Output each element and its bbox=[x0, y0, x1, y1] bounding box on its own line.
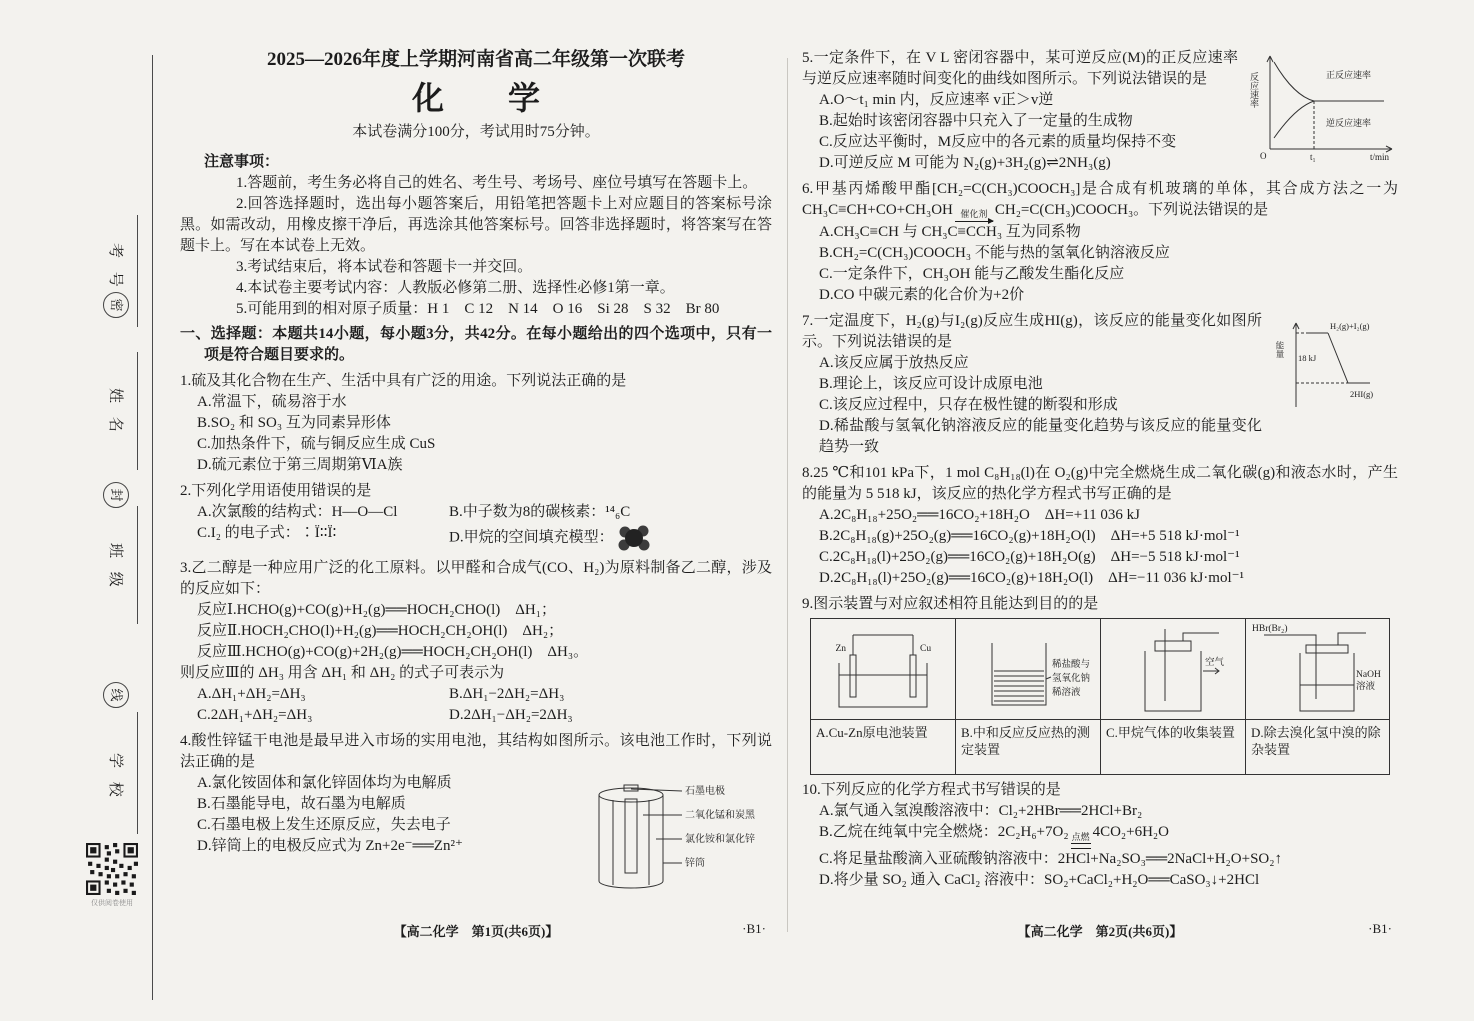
apparatus-cell-d bbox=[1245, 619, 1390, 774]
battery-label: 二氧化锰和炭黑 bbox=[685, 810, 755, 821]
question-stem: 3.乙二醇是一种应用广泛的化工原料。以甲醛和合成气(CO、H₂)为原料制备乙二醇，涉及的反应如下： bbox=[180, 560, 772, 597]
option-row bbox=[197, 705, 772, 726]
gas-label: HBr(Br₂) bbox=[1252, 624, 1288, 634]
page-1-footer bbox=[180, 921, 772, 940]
apparatus-image bbox=[811, 619, 955, 720]
writing-line bbox=[137, 352, 138, 470]
option-row bbox=[197, 502, 772, 523]
question-3 bbox=[180, 558, 772, 726]
qr-caption: 仅供阅卷使用 bbox=[91, 899, 133, 907]
option: A.CH₃C≡CH 与 CH₃C≡CCH₃ 互为同系物 bbox=[819, 224, 1081, 240]
option: C.2C₈H₁₈(l)+25O₂(g)══16CO₂(g)+18H₂O(g) ΔH=−5 518 kJ·mol⁻¹ bbox=[819, 549, 1240, 565]
rate-time-graph bbox=[1246, 46, 1398, 166]
energy-gap-label: 18 kJ bbox=[1298, 353, 1317, 363]
solution-label: NaOH bbox=[1356, 670, 1381, 680]
question-7 bbox=[802, 311, 1398, 458]
exam-title: 2025—2026年度上学期河南省高二年级第一次联考 bbox=[266, 49, 685, 70]
reaction-equation: 反应Ⅰ.HCHO(g)+CO(g)+H₂(g)══HOCH₂CHO(l) ΔH₁； bbox=[197, 602, 556, 618]
solution-label: 稀盐酸与 bbox=[1052, 660, 1091, 670]
apparatus-image bbox=[956, 619, 1100, 720]
question-stem: 8.25 ℃和101 kPa下，1 mol C₈H₁₈(l)在 O₂(g)中完全燃烧生成二氧化碳(g)和液态水时，产生的能量为 5 518 kJ，该反应的热化学方程式书写正确的是 bbox=[802, 465, 1398, 502]
margin-field-school: 学 校 bbox=[107, 753, 123, 802]
apparatus-cell-b bbox=[955, 619, 1100, 774]
option: A.2C₈H₁₈+25O₂══16CO₂+18H₂O ΔH=+11 036 kJ bbox=[819, 507, 1140, 523]
electrode-label: Cu bbox=[920, 644, 932, 654]
margin-field-exam-number: 考 号 bbox=[107, 243, 123, 292]
reactants-label: H₂(g)+I₂(g) bbox=[1330, 321, 1370, 331]
question-5 bbox=[802, 48, 1398, 174]
reverse-rate-label: 逆反应速率 bbox=[1326, 118, 1372, 128]
option: B.石墨能导电，故石墨为电解质 bbox=[197, 796, 406, 812]
option: A.次氯酸的结构式：H—O—Cl bbox=[197, 504, 398, 520]
apparatus-image bbox=[1246, 619, 1390, 720]
notice-item: 1.答题前，考生务必将自己的姓名、考生号、考场号、座位号填写在答题卡上。 bbox=[236, 175, 758, 191]
notice-item: 2.回答选择题时，选出每小题答案后，用铅笔把答题卡上对应题目的答案标号涂黑。如需改动，用橡皮擦干净后，再选涂其他答案标号。回答非选择题时，将答案写在答题卡上。写在本试卷上无效。 bbox=[180, 196, 772, 254]
option-text: 4CO₂+6H₂O bbox=[1092, 824, 1169, 840]
seal-char-feng: 封 bbox=[103, 482, 129, 508]
question-8 bbox=[802, 463, 1398, 589]
option: D.锌筒上的电极反应式为 Zn+2e⁻══Zn²⁺ bbox=[197, 838, 463, 854]
option: B.SO₂ 和 SO₃ 互为同素异形体 bbox=[197, 415, 391, 431]
reaction-arrow bbox=[955, 221, 993, 222]
page-fold-line bbox=[787, 58, 788, 932]
apparatus-caption: B.中和反应反应热的测定装置 bbox=[961, 725, 1090, 757]
question-stem bbox=[802, 179, 1398, 222]
option: A.O～t₁ min 内，反应速率 v正＞v逆 bbox=[819, 92, 1054, 108]
question-1 bbox=[180, 371, 772, 476]
energy-ylabel: 能量 bbox=[1275, 341, 1285, 358]
notice-item: 5.可能用到的相对原子质量：H 1 C 12 N 14 O 16 Si 28 S 32 Br 80 bbox=[236, 301, 720, 317]
paper-code: ·B1· bbox=[1368, 921, 1392, 936]
question-6 bbox=[802, 179, 1398, 306]
option: D.将少量 SO₂ 通入 CaCl₂ 溶液中：SO₂+CaCl₂+H₂O══CaSO₃↓+2HCl bbox=[819, 872, 1260, 888]
notice-title: 注意事项： bbox=[204, 154, 280, 170]
solution-label: 溶液 bbox=[1356, 682, 1376, 692]
qr-code-image bbox=[86, 843, 138, 895]
option: A.该反应属于放热反应 bbox=[819, 355, 969, 371]
apparatus-cell-a bbox=[811, 619, 955, 774]
apparatus-caption: D.除去溴化氢中溴的除杂装置 bbox=[1251, 725, 1381, 757]
origin-label: O bbox=[1260, 151, 1267, 161]
seal-line-border bbox=[152, 55, 153, 1000]
option: B.ΔH₁−2ΔH₂=ΔH₃ bbox=[449, 686, 565, 702]
apparatus-caption: C.甲烷气体的收集装置 bbox=[1106, 725, 1235, 740]
option: B.CH₂=C(CH₃)COOCH₃ 不能与热的氢氧化钠溶液反应 bbox=[819, 245, 1170, 261]
section-header: 一、选择题：本题共14小题，每小题3分，共42分。在每小题给出的四个选项中，只有一项是符合题目要求的。 bbox=[180, 326, 772, 363]
gas-collection-diagram bbox=[1103, 621, 1243, 717]
option-row bbox=[197, 523, 772, 553]
calorimeter-diagram bbox=[958, 621, 1098, 717]
solution-label: 稀溶液 bbox=[1052, 688, 1081, 698]
question-stem: 1.硫及其化合物在生产、生活中具有广泛的用途。下列说法正确的是 bbox=[180, 373, 627, 389]
stem-text: 6.甲基丙烯酸甲酯[CH₂=C(CH₃)COOCH₃]是合成有机玻璃的单体，其合成方法之一为CH₃C≡CH+CO+CH₃OH bbox=[802, 181, 1398, 218]
option: D.稀盐酸与氢氧化钠溶液反应的能量变化趋势与该反应的能量变化趋势一致 bbox=[819, 418, 1262, 455]
exam-page-1 bbox=[180, 48, 772, 901]
margin-field-class: 班 级 bbox=[107, 543, 123, 592]
electrode-label: Zn bbox=[835, 644, 846, 654]
option: D.可逆反应 M 可能为 N₂(g)+3H₂(g)⇌2NH₃(g) bbox=[819, 155, 1111, 171]
graph-ylabel: 反应速率 bbox=[1249, 72, 1259, 108]
option: D.2ΔH₁−ΔH₂=2ΔH₃ bbox=[449, 707, 573, 723]
option: B.2C₈H₁₈(g)+25O₂(g)══16CO₂(g)+18H₂O(l) ΔH=+5 518 kJ·mol⁻¹ bbox=[819, 528, 1240, 544]
question-stem-2: 则反应Ⅲ的 ΔH₃ 用含 ΔH₁ 和 ΔH₂ 的式子可表示为 bbox=[180, 665, 505, 681]
condition-label: 催化剂 bbox=[960, 209, 988, 219]
option: C.反应达平衡时，M反应中的各元素的质量均保持不变 bbox=[819, 134, 1177, 150]
graph-xlabel: t/min bbox=[1370, 152, 1390, 162]
question-2 bbox=[180, 481, 772, 553]
battery-label: 氯化铵和氯化锌 bbox=[685, 834, 755, 845]
solution-label: 氢氧化钠 bbox=[1052, 674, 1091, 684]
question-stem: 10.下列反应的化学方程式书写错误的是 bbox=[802, 782, 1061, 798]
ignition-equals bbox=[1071, 832, 1091, 849]
writing-line bbox=[137, 215, 138, 327]
option: D.硫元素位于第三周期第ⅥA族 bbox=[197, 457, 403, 473]
option: A.氯气通入氢溴酸溶液中：Cl₂+2HBr══2HCl+Br₂ bbox=[819, 803, 1143, 819]
question-10 bbox=[802, 780, 1398, 891]
footer-text: 【高二化学 第1页(共6页)】 bbox=[393, 924, 559, 939]
gas-washing-bottle-diagram bbox=[1248, 621, 1388, 717]
cu-zn-cell-diagram bbox=[813, 621, 953, 717]
battery-label: 石墨电极 bbox=[685, 786, 725, 797]
air-label: 空气 bbox=[1205, 658, 1225, 668]
footer-text: 【高二化学 第2页(共6页)】 bbox=[1017, 924, 1183, 939]
question-stem: 5.一定条件下，在 V L 密闭容器中，某可逆反应(M)的正反应速率与逆反应速率随时间变化的曲线如图所示。下列说法错误的是 bbox=[802, 50, 1238, 87]
option: B.起始时该密闭容器中只充入了一定量的生成物 bbox=[819, 113, 1133, 129]
condition-label: 点燃 bbox=[1071, 832, 1090, 842]
option: D.2C₈H₁₈(l)+25O₂(g)══16CO₂(g)+18H₂O(l) ΔH=−11 036 kJ·mol⁻¹ bbox=[819, 570, 1245, 586]
notice-item: 4.本试卷主要考试内容：人教版必修第二册、选择性必修1第一章。 bbox=[236, 280, 675, 296]
option: C.一定条件下，CH₃OH 能与乙酸发生酯化反应 bbox=[819, 266, 1125, 282]
page-2-footer bbox=[802, 921, 1398, 940]
apparatus-image bbox=[1101, 619, 1245, 720]
option: B.理论上，该反应可设计成原电池 bbox=[819, 376, 1043, 392]
catalyst-arrow bbox=[955, 209, 993, 222]
forward-rate-label: 正反应速率 bbox=[1326, 70, 1372, 80]
subject-title: 化 学 bbox=[411, 80, 556, 116]
t1-tick-label: t₁ bbox=[1310, 152, 1316, 162]
methane-space-filling-model bbox=[617, 523, 651, 553]
question-stem: 4.酸性锌锰干电池是最早进入市场的实用电池，其结构如图所示。该电池工作时，下列说法正确的是 bbox=[180, 733, 772, 770]
margin-field-name: 姓 名 bbox=[107, 388, 123, 437]
exam-page-2 bbox=[802, 48, 1398, 891]
seal-char-xian: 线 bbox=[103, 682, 129, 708]
option: C.将足量盐酸滴入亚硫酸钠溶液中：2HCl+Na₂SO₃══2NaCl+H₂O+SO₂↑ bbox=[819, 851, 1282, 867]
writing-line bbox=[137, 712, 138, 834]
option: A.常温下，硫易溶于水 bbox=[197, 394, 347, 410]
option: A.氯化铵固体和氯化锌固体均为电解质 bbox=[197, 775, 452, 791]
apparatus-cell-c bbox=[1100, 619, 1245, 774]
stem-text: CH₂=C(CH₃)COOCH₃。下列说法错误的是 bbox=[994, 202, 1269, 218]
question-9 bbox=[802, 594, 1398, 775]
option: D.CO 中碳元素的化合价为+2价 bbox=[819, 287, 1025, 303]
question-stem: 2.下列化学用语使用错误的是 bbox=[180, 483, 372, 499]
option-text: D.甲烷的空间填充模型： bbox=[449, 529, 614, 546]
seal-char-mi: 密 bbox=[103, 292, 129, 318]
option bbox=[819, 822, 1398, 849]
notice-item: 3.考试结束后，将本试卷和答题卡一并交回。 bbox=[236, 259, 533, 275]
question-4-body bbox=[180, 773, 772, 869]
option-text: B.乙烷在纯氧中完全燃烧：2C₂H₆+7O₂ bbox=[819, 824, 1069, 840]
writing-line bbox=[137, 506, 138, 624]
option-row bbox=[197, 684, 772, 705]
reaction-equation: 反应Ⅲ.HCHO(g)+CO(g)+2H₂(g)══HOCH₂CH₂OH(l) ΔH₃。 bbox=[197, 644, 589, 660]
question-stem: 7.一定温度下，H₂(g)与I₂(g)反应生成HI(g)，该反应的能量变化如图所示。下列说法错误的是 bbox=[802, 313, 1262, 350]
exam-meta: 本试卷满分100分，考试用时75分钟。 bbox=[352, 124, 600, 140]
option: A.ΔH₁+ΔH₂=ΔH₃ bbox=[197, 686, 306, 702]
option: C.该反应过程中，只存在极性键的断裂和形成 bbox=[819, 397, 1118, 413]
apparatus-caption: A.Cu-Zn原电池装置 bbox=[816, 725, 928, 740]
option: B.中子数为8的碳核素：¹⁴₆C bbox=[449, 504, 631, 520]
qr-code bbox=[86, 843, 138, 895]
question-stem: 9.图示装置与对应叙述相符且能达到目的的是 bbox=[802, 596, 1099, 612]
option: C.加热条件下，硫与铜反应生成 CuS bbox=[197, 436, 436, 452]
battery-label: 锌筒 bbox=[685, 858, 705, 869]
option bbox=[449, 523, 772, 553]
products-label: 2HI(g) bbox=[1350, 389, 1374, 399]
option: C.2ΔH₁+ΔH₂=ΔH₃ bbox=[197, 707, 313, 723]
energy-diagram bbox=[1270, 311, 1398, 413]
zinc-battery-diagram bbox=[586, 775, 772, 899]
apparatus-table bbox=[810, 618, 1390, 775]
question-4 bbox=[180, 731, 772, 901]
option: C.I₂ 的电子式：∶Ï∶∶Ï∶ bbox=[197, 525, 337, 541]
paper-code: ·B1· bbox=[742, 921, 766, 936]
reaction-equation: 反应Ⅱ.HOCH₂CHO(l)+H₂(g)══HOCH₂CH₂OH(l) ΔH₂； bbox=[197, 623, 564, 639]
option: C.石墨电极上发生还原反应，失去电子 bbox=[197, 817, 451, 833]
